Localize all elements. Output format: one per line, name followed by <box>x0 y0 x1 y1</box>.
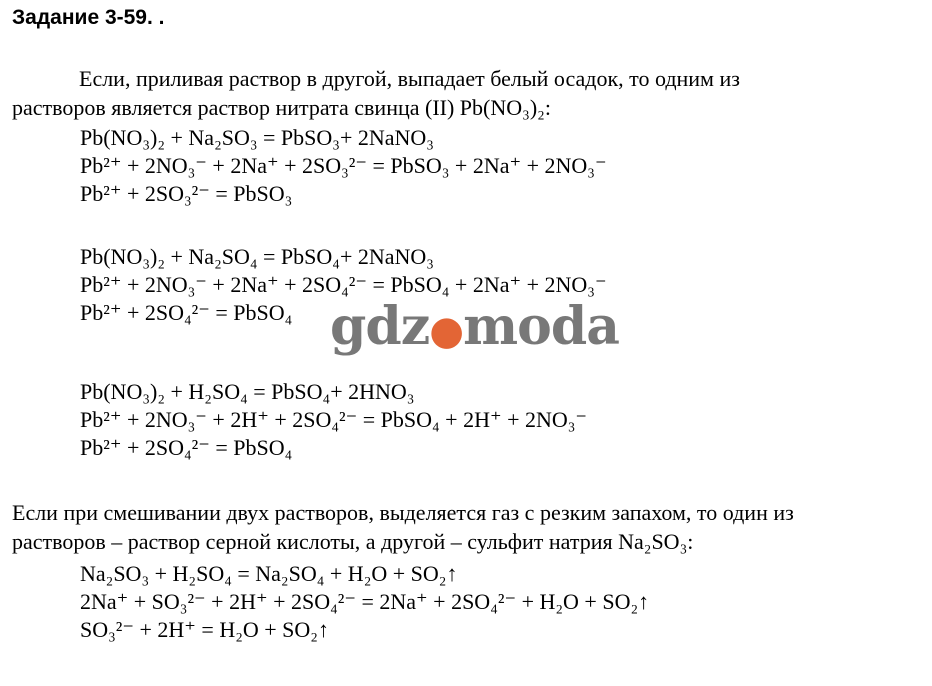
full-ionic-equation: Pb²⁺ + 2NO₃⁻ + 2Na⁺ + 2SO₃²⁻ = PbSO₃ + 2Na⁺ + 2NO₃⁻ <box>80 153 607 178</box>
molecular-equation: Na₂SO₃ + H₂SO₄ = Na₂SO₄ + H₂O + SO₂↑ <box>80 561 458 586</box>
paragraph-2-line-1: Если при смешивании двух растворов, выделяется газ с резким запахом, то один из <box>12 500 794 525</box>
molecular-equation: Pb(NO₃)₂ + Na₂SO₃ = PbSO₃+ 2NaNO₃ <box>80 125 434 150</box>
full-ionic-equation: 2Na⁺ + SO₃²⁻ + 2H⁺ + 2SO₄²⁻ = 2Na⁺ + 2SO₄²⁻ + H₂O + SO₂↑ <box>80 589 650 614</box>
paragraph-2-line-2: растворов – раствор серной кислоты, а другой – сульфит натрия Na₂SO₃: <box>12 529 694 554</box>
watermark-left: gdz <box>330 296 430 357</box>
short-ionic-equation: Pb²⁺ + 2SO₄²⁻ = PbSO₄ <box>80 435 293 460</box>
watermark-right: moda <box>463 296 619 357</box>
intro-paragraph-2 <box>12 498 926 556</box>
task-title: Задание 3-59. . <box>12 6 165 29</box>
equation-group-1 <box>80 124 607 208</box>
full-ionic-equation: Pb²⁺ + 2NO₃⁻ + 2H⁺ + 2SO₄²⁻ = PbSO₄ + 2H⁺ + 2NO₃⁻ <box>80 407 588 432</box>
molecular-equation: Pb(NO₃)₂ + H₂SO₄ = PbSO₄+ 2HNO₃ <box>80 379 415 404</box>
paragraph-1-line-1: Если, приливая раствор в другой, выпадает белый осадок, то одним из <box>79 66 740 91</box>
paragraph-1-line-2: растворов является раствор нитрата свинца (II) Pb(NO₃)₂: <box>12 95 551 120</box>
watermark-logo <box>330 296 619 357</box>
short-ionic-equation: SO₃²⁻ + 2H⁺ = H₂O + SO₂↑ <box>80 617 329 642</box>
equation-group-4 <box>80 560 649 644</box>
molecular-equation: Pb(NO₃)₂ + Na₂SO₄ = PbSO₄+ 2NaNO₃ <box>80 244 434 269</box>
short-ionic-equation: Pb²⁺ + 2SO₄²⁻ = PbSO₄ <box>80 300 293 325</box>
intro-paragraph-1 <box>12 64 926 122</box>
equation-group-3 <box>80 378 587 462</box>
short-ionic-equation: Pb²⁺ + 2SO₃²⁻ = PbSO₃ <box>80 181 293 206</box>
full-ionic-equation: Pb²⁺ + 2NO₃⁻ + 2Na⁺ + 2SO₄²⁻ = PbSO₄ + 2Na⁺ + 2NO₃⁻ <box>80 272 607 297</box>
watermark-dot: ● <box>429 307 464 354</box>
